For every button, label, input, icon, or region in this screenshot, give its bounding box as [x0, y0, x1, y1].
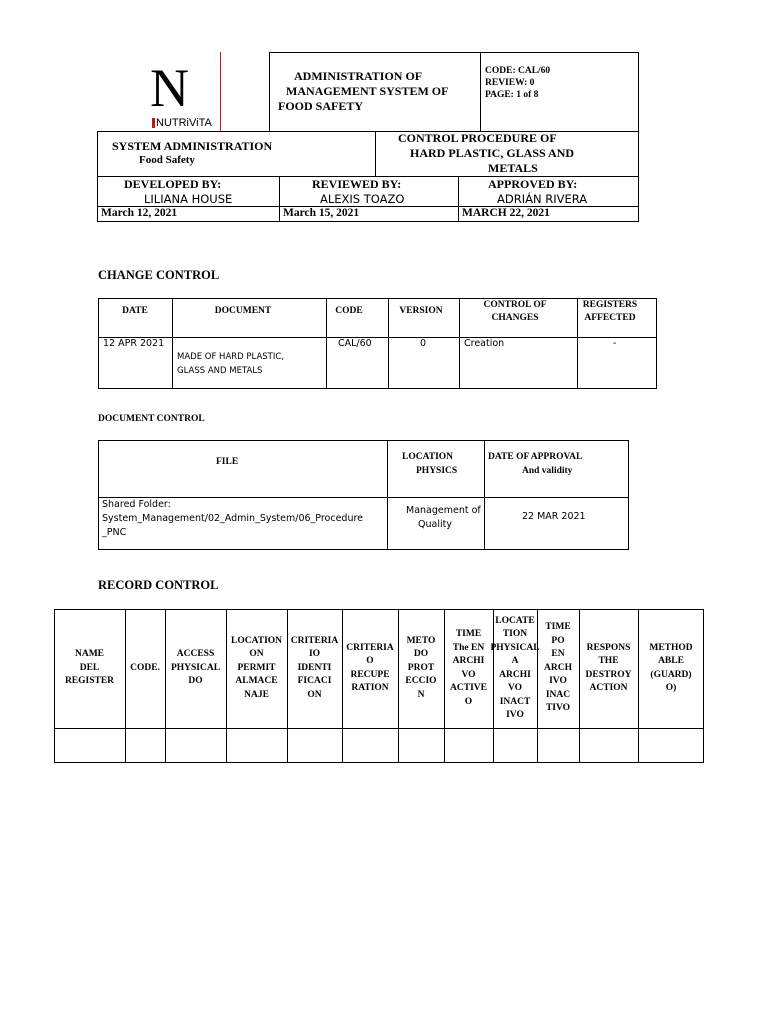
doc-col-date [488, 450, 582, 478]
change-row-date: 12 APR 2021 [103, 338, 165, 349]
change-row-changes: Creation [464, 338, 505, 349]
document-meta [485, 65, 550, 101]
main-title-line2: MANAGEMENT SYSTEM OF [286, 84, 449, 98]
record-col-header-5 [342, 609, 398, 728]
record-col-header-9-line-6: TIVO [545, 703, 571, 714]
record-col-header-4-line-1: IO [308, 649, 321, 660]
record-col-header-8-line-6: INACT [499, 696, 531, 707]
record-col-header-2-line-1: PHYSICAL [170, 662, 221, 673]
change-col-registers: REGISTERS AFFECTED [582, 300, 638, 323]
main-title-line3: FOOD SAFETY [278, 99, 364, 113]
record-col-header-3-line-0: LOCATION [230, 635, 283, 646]
logo-red-mark [152, 118, 155, 128]
record-col-header-3-line-2: PERMIT [237, 662, 276, 673]
procedure-title [398, 131, 574, 176]
record-col-header-5-line-1: O [366, 656, 374, 666]
record-col-header-6-line-3: ECCIO [405, 676, 437, 687]
record-col-header-7-line-4: ACTIVE [450, 683, 487, 693]
record-col-header-6-line-2: PROT [407, 662, 435, 673]
approvals-date-divider [97, 206, 639, 207]
record-col-header-8-line-0: LOCATE [495, 615, 535, 626]
document-page: PAGE: 1 of 8 [485, 90, 539, 100]
record-col-header-9-line-3: ARCH [544, 662, 572, 673]
document-control-heading: DOCUMENT CONTROL [98, 414, 205, 424]
approvals-col-divider-1 [279, 176, 280, 222]
change-control-heading: CHANGE CONTROL [98, 268, 220, 282]
record-col-header-10-line-2: DESTROY [585, 669, 632, 680]
doc-col-line-1 [387, 440, 388, 550]
reviewed-date: March 15, 2021 [283, 207, 360, 219]
doc-row-file-line1: Shared Folder: [102, 499, 171, 510]
developed-date: March 12, 2021 [101, 207, 178, 219]
record-control-heading: RECORD CONTROL [98, 578, 219, 592]
record-col-header-7-line-2: ARCHI [452, 656, 485, 666]
record-col-header-7-line-0: TIME [455, 629, 482, 639]
record-col-header-4-line-2: IDENTI [297, 662, 332, 673]
reviewed-by-name: ALEXIS TOAZO [320, 192, 405, 206]
record-col-header-6-line-1: DO [413, 649, 429, 660]
system-row-divider [375, 131, 376, 177]
record-col-header-8-line-4: ARCHI [499, 669, 531, 680]
record-col-header-8-line-1: TION [502, 629, 528, 639]
doc-row-file-line2: System_Management/02_Admin_System/06_Procedure [102, 513, 364, 524]
record-col-header-4 [287, 609, 342, 728]
record-col-header-0 [54, 609, 125, 728]
record-col-header-0-line-0: NAME [74, 649, 105, 660]
record-col-header-4-line-3: FICACI [297, 676, 332, 687]
doc-col-location [402, 450, 457, 478]
record-col-header-9-line-5: INAC [545, 689, 571, 700]
doc-col-date-line1: DATE OF APPROVAL [488, 452, 583, 462]
system-admin-label: SYSTEM ADMINISTRATION [112, 139, 273, 153]
record-col-header-4-line-4: ON [307, 689, 322, 700]
record-col-header-11-line-2: (GUARD) [650, 669, 692, 680]
record-col-header-7-line-3: VO [461, 669, 476, 680]
company-logo [150, 58, 222, 132]
change-row-code: CAL/60 [338, 338, 372, 349]
approved-by-label: APPROVED BY: [488, 177, 578, 191]
record-col-header-11-line-0: METHOD [649, 642, 693, 653]
title-code-divider [480, 52, 481, 132]
record-col-header-10-line-1: THE [598, 656, 619, 666]
food-safety-label: Food Safety [139, 154, 195, 166]
change-row-document-line1: MADE OF HARD PLASTIC, [177, 352, 285, 362]
change-row-registers: - [613, 338, 617, 349]
doc-col-line-2 [484, 440, 485, 550]
record-col-header-9-line-0: TIME [545, 622, 571, 633]
change-col-line-5 [577, 298, 578, 389]
procedure-title-line3: METALS [488, 161, 538, 175]
doc-row-location-line1: Management of [406, 505, 481, 516]
change-table-header-line [98, 337, 657, 338]
record-col-header-11 [638, 609, 704, 728]
record-col-header-2-line-2: DO [188, 676, 203, 687]
record-col-header-8-line-3: A [511, 656, 519, 666]
main-title-line1: ADMINISTRATION OF [294, 69, 423, 83]
logo-letter: N [150, 58, 189, 118]
reviewed-by-label: REVIEWED BY: [312, 177, 402, 191]
record-col-header-0-line-1: DEL [79, 662, 100, 673]
record-col-header-10 [579, 609, 638, 728]
change-col-code: CODE [335, 306, 363, 316]
change-row-version: 0 [420, 338, 427, 349]
record-col-header-1-line-0: CODE. [130, 662, 160, 673]
doc-row-file-line3: _PNC [102, 527, 127, 538]
record-col-header-7-line-1: The EN [452, 642, 485, 653]
doc-col-date-line2: And validity [522, 466, 573, 476]
record-col-header-7 [444, 609, 493, 728]
record-col-header-8-line-7: IVO [506, 710, 524, 720]
record-col-header-1 [125, 609, 165, 728]
record-col-header-2 [165, 609, 226, 728]
record-col-header-5-line-3: RATION [351, 683, 389, 693]
change-col-control: CONTROL OF CHANGES [483, 300, 547, 323]
record-col-header-11-line-1: ABLE [658, 656, 684, 666]
document-review: REVIEW: 0 [485, 78, 535, 88]
record-col-header-9-line-2: EN [551, 649, 565, 660]
procedure-title-line2: HARD PLASTIC, GLASS AND [410, 146, 575, 160]
record-col-header-5-line-2: RECUPE [350, 669, 390, 680]
record-col-header-3-line-3: ALMACE [235, 676, 278, 687]
record-col-header-8 [490, 609, 540, 728]
record-col-header-11-line-3: O) [665, 683, 677, 693]
record-col-header-6 [398, 609, 444, 728]
change-col-date: DATE [122, 306, 148, 316]
developed-by-label: DEVELOPED BY: [124, 177, 222, 191]
record-col-header-3 [226, 609, 287, 728]
record-col-header-8-line-2: PHYSICAL [490, 642, 540, 653]
doc-row-location [406, 504, 481, 532]
document-code: CODE: CAL/60 [485, 66, 551, 76]
approvals-col-divider-2 [458, 176, 459, 222]
doc-col-location-line2: PHYSICS [416, 466, 458, 476]
change-row-document-line2: GLASS AND METALS [177, 366, 263, 376]
record-col-header-10-line-0: RESPONS [586, 642, 631, 653]
record-col-header-8-line-5: VO [507, 683, 523, 693]
approved-date: MARCH 22, 2021 [462, 207, 550, 219]
record-col-header-9-line-4: IVO [549, 676, 567, 687]
doc-row-date: 22 MAR 2021 [522, 511, 586, 522]
doc-row-location-line2: Quality [418, 519, 452, 530]
main-title [278, 69, 448, 114]
record-col-header-6-line-4: N [417, 689, 425, 700]
record-col-header-5-line-0: CRITERIA [346, 642, 394, 653]
procedure-title-line1: CONTROL PROCEDURE OF [398, 131, 557, 145]
record-col-header-7-line-5: O [464, 696, 473, 707]
record-col-header-2-line-0: ACCESS [176, 649, 215, 660]
record-col-header-3-line-4: NAJE [244, 689, 269, 700]
record-col-header-6-line-0: METO [406, 635, 436, 646]
record-col-header-9-line-1: PO [551, 635, 565, 646]
change-row-document [177, 350, 284, 378]
approved-by-name: ADRIÁN RIVERA [497, 192, 588, 206]
change-col-version: VERSION [399, 306, 443, 316]
record-col-header-3-line-1: ON [249, 649, 264, 660]
record-table-header-line [54, 728, 704, 729]
logo-text: NUTRiViTA [156, 117, 212, 129]
change-col-line-4 [459, 298, 460, 389]
developed-by-name: LILIANA HOUSE [144, 192, 233, 206]
record-col-header-0-line-2: REGISTER [64, 676, 115, 687]
logo-divider [220, 52, 221, 131]
change-col-document: DOCUMENT [214, 306, 272, 316]
record-col-header-9 [537, 609, 579, 728]
doc-row-file [102, 498, 363, 540]
record-col-header-4-line-0: CRITERIA [290, 635, 339, 646]
doc-col-location-line1: LOCATION [402, 452, 454, 462]
record-col-header-10-line-3: ACTION [589, 683, 628, 693]
doc-col-file: FILE [216, 457, 239, 467]
